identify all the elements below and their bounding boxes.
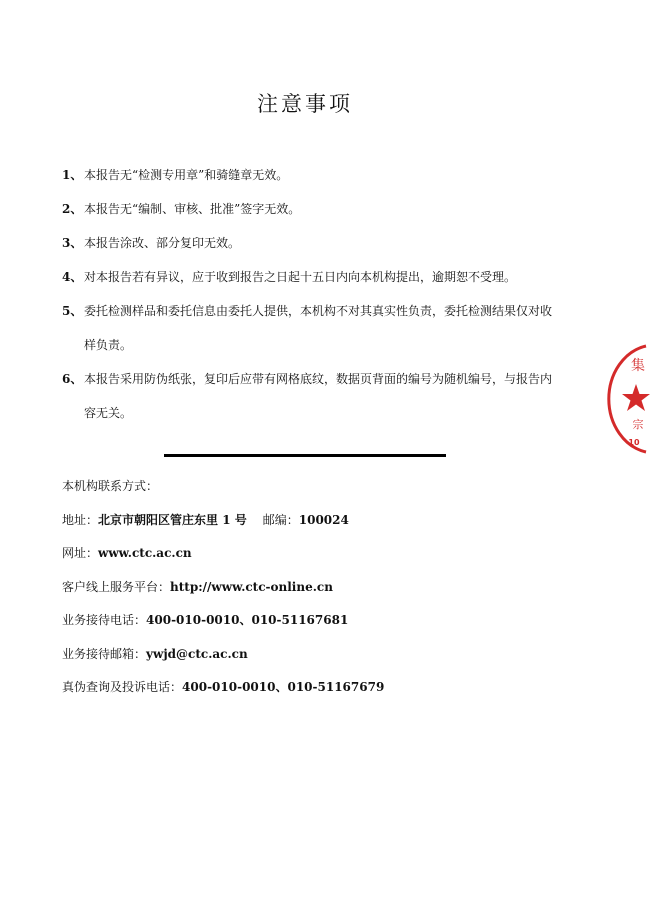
- note-text: 委托检测样品和委托信息由委托人提供，本机构不对其真实性负责，委托检测结果仅对收样负责。: [84, 304, 553, 352]
- note-text: 本报告无“编制、审核、批准”签字无效。: [84, 202, 301, 216]
- email-label: 业务接待邮箱：: [62, 646, 147, 661]
- star-icon: [622, 384, 650, 411]
- postcode-label: 邮编：: [262, 512, 299, 527]
- phone-value: 400-010-0010、010-51167681: [146, 613, 349, 627]
- stamp-char-bottom: 宗: [632, 418, 644, 431]
- note-text: 本报告涂改、部分复印无效。: [84, 236, 241, 250]
- stamp-char-top: 集: [631, 358, 645, 374]
- stamp-digits: 10: [628, 438, 640, 447]
- contact-email-row: [62, 638, 582, 672]
- contact-heading: 本机构联系方式：: [62, 479, 159, 493]
- email-link[interactable]: ywjd@ctc.ac.cn: [146, 646, 248, 661]
- phone-label: 业务接待电话：: [62, 613, 147, 627]
- contact-platform-row: [62, 571, 582, 605]
- contact-address-row: [62, 504, 582, 538]
- seal-stamp: [612, 344, 652, 454]
- note-number: 4、: [62, 270, 83, 284]
- postcode-value: 100024: [298, 512, 349, 527]
- note-text: 本报告采用防伪纸张，复印后应带有网格底纹，数据页背面的编号为随机编号，与报告内容无关。: [84, 372, 553, 420]
- complaint-label: 真伪查询及投诉电话：: [62, 680, 183, 694]
- address-value: 北京市朝阳区管庄东里 1 号: [98, 512, 247, 527]
- note-number: 6、: [62, 372, 83, 386]
- note-item: [62, 192, 562, 226]
- note-text: 对本报告若有异议，应于收到报告之日起十五日内向本机构提出，逾期恕不受理。: [84, 270, 517, 284]
- note-item: [62, 294, 562, 362]
- note-item: [62, 260, 562, 294]
- note-item: [62, 362, 562, 430]
- contact-website-row: [62, 537, 582, 571]
- platform-label: 客户线上服务平台：: [62, 579, 171, 594]
- note-number: 5、: [62, 304, 83, 318]
- contact-complaint-row: [62, 671, 582, 705]
- website-link[interactable]: www.ctc.ac.cn: [98, 546, 192, 560]
- website-label: 网址：: [62, 546, 99, 560]
- complaint-value: 400-010-0010、010-51167679: [182, 680, 385, 694]
- note-text: 本报告无“检测专用章”和骑缝章无效。: [84, 168, 289, 182]
- note-item: [62, 158, 562, 192]
- page-title: 注意事项: [257, 92, 353, 116]
- notes-list: [62, 158, 562, 430]
- note-number: 1、: [62, 168, 83, 182]
- platform-link[interactable]: http://www.ctc-online.cn: [170, 579, 333, 594]
- note-number: 2、: [62, 202, 83, 216]
- contact-phone-row: [62, 604, 582, 638]
- address-label: 地址：: [62, 512, 99, 527]
- section-divider: [164, 454, 446, 457]
- note-number: 3、: [62, 236, 83, 250]
- note-item: [62, 226, 562, 260]
- contact-section: [62, 470, 582, 705]
